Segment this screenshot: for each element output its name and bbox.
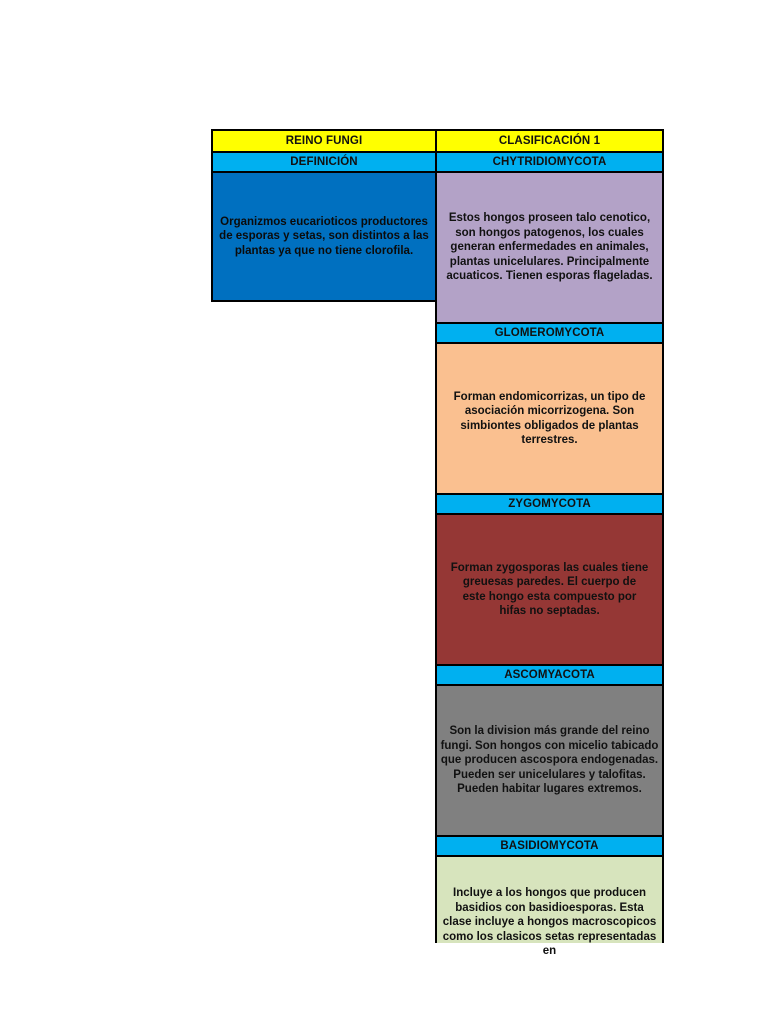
definition-text-content: Organizmos eucarioticos productores de esporas y setas, son distintos a las plantas ya que no tiene clorofila. <box>219 215 429 257</box>
group-header-basidiomycota: BASIDIOMYCOTA <box>435 835 664 857</box>
group-text-basidiomycota <box>435 855 664 957</box>
group-text-chytridiomycota <box>435 171 664 324</box>
group-text-ascomyacota <box>435 684 664 837</box>
group-text-glomeromycota <box>435 342 664 495</box>
group-text-zygomycota <box>435 513 664 666</box>
group-text-content: Estos hongos proseen talo cenotico, son hongos patogenos, los cuales generan enfermedades en animales, plantas unicelulares. Principalmente acuaticos. Tienen esporas flageladas. <box>446 212 653 283</box>
group-text-content: Forman zygosporas las cuales tiene greuesas paredes. El cuerpo de este hongo esta compuesto por hifas no septadas. <box>450 561 649 617</box>
group-text-content: Son la division más grande del reino fungi. Son hongos con micelio tabicado que producen ascospora endogenadas. Pueden ser unicelulares y talofitas. Pueden habitar lugares extremos. <box>440 725 659 796</box>
header-clasificacion-1: CLASIFICACIÓN 1 <box>435 129 664 153</box>
definition-text <box>211 171 437 302</box>
header-definicion: DEFINICIÓN <box>211 151 437 173</box>
header-reino-fungi: REINO FUNGI <box>211 129 437 153</box>
group-header-chytridiomycota: CHYTRIDIOMYCOTA <box>435 151 664 173</box>
group-header-zygomycota: ZYGOMYCOTA <box>435 493 664 515</box>
group-header-glomeromycota: GLOMEROMYCOTA <box>435 322 664 344</box>
group-header-ascomyacota: ASCOMYACOTA <box>435 664 664 686</box>
group-text-content: Forman endomicorrizas, un tipo de asociación micorrizogena. Son simbiontes obligados de plantas terrestres. <box>453 390 646 446</box>
group-text-content: Incluye a los hongos que producen basidios con basidioesporas. Esta clase incluye a hongos macroscopicos como los clasicos setas representadas en <box>442 887 657 957</box>
